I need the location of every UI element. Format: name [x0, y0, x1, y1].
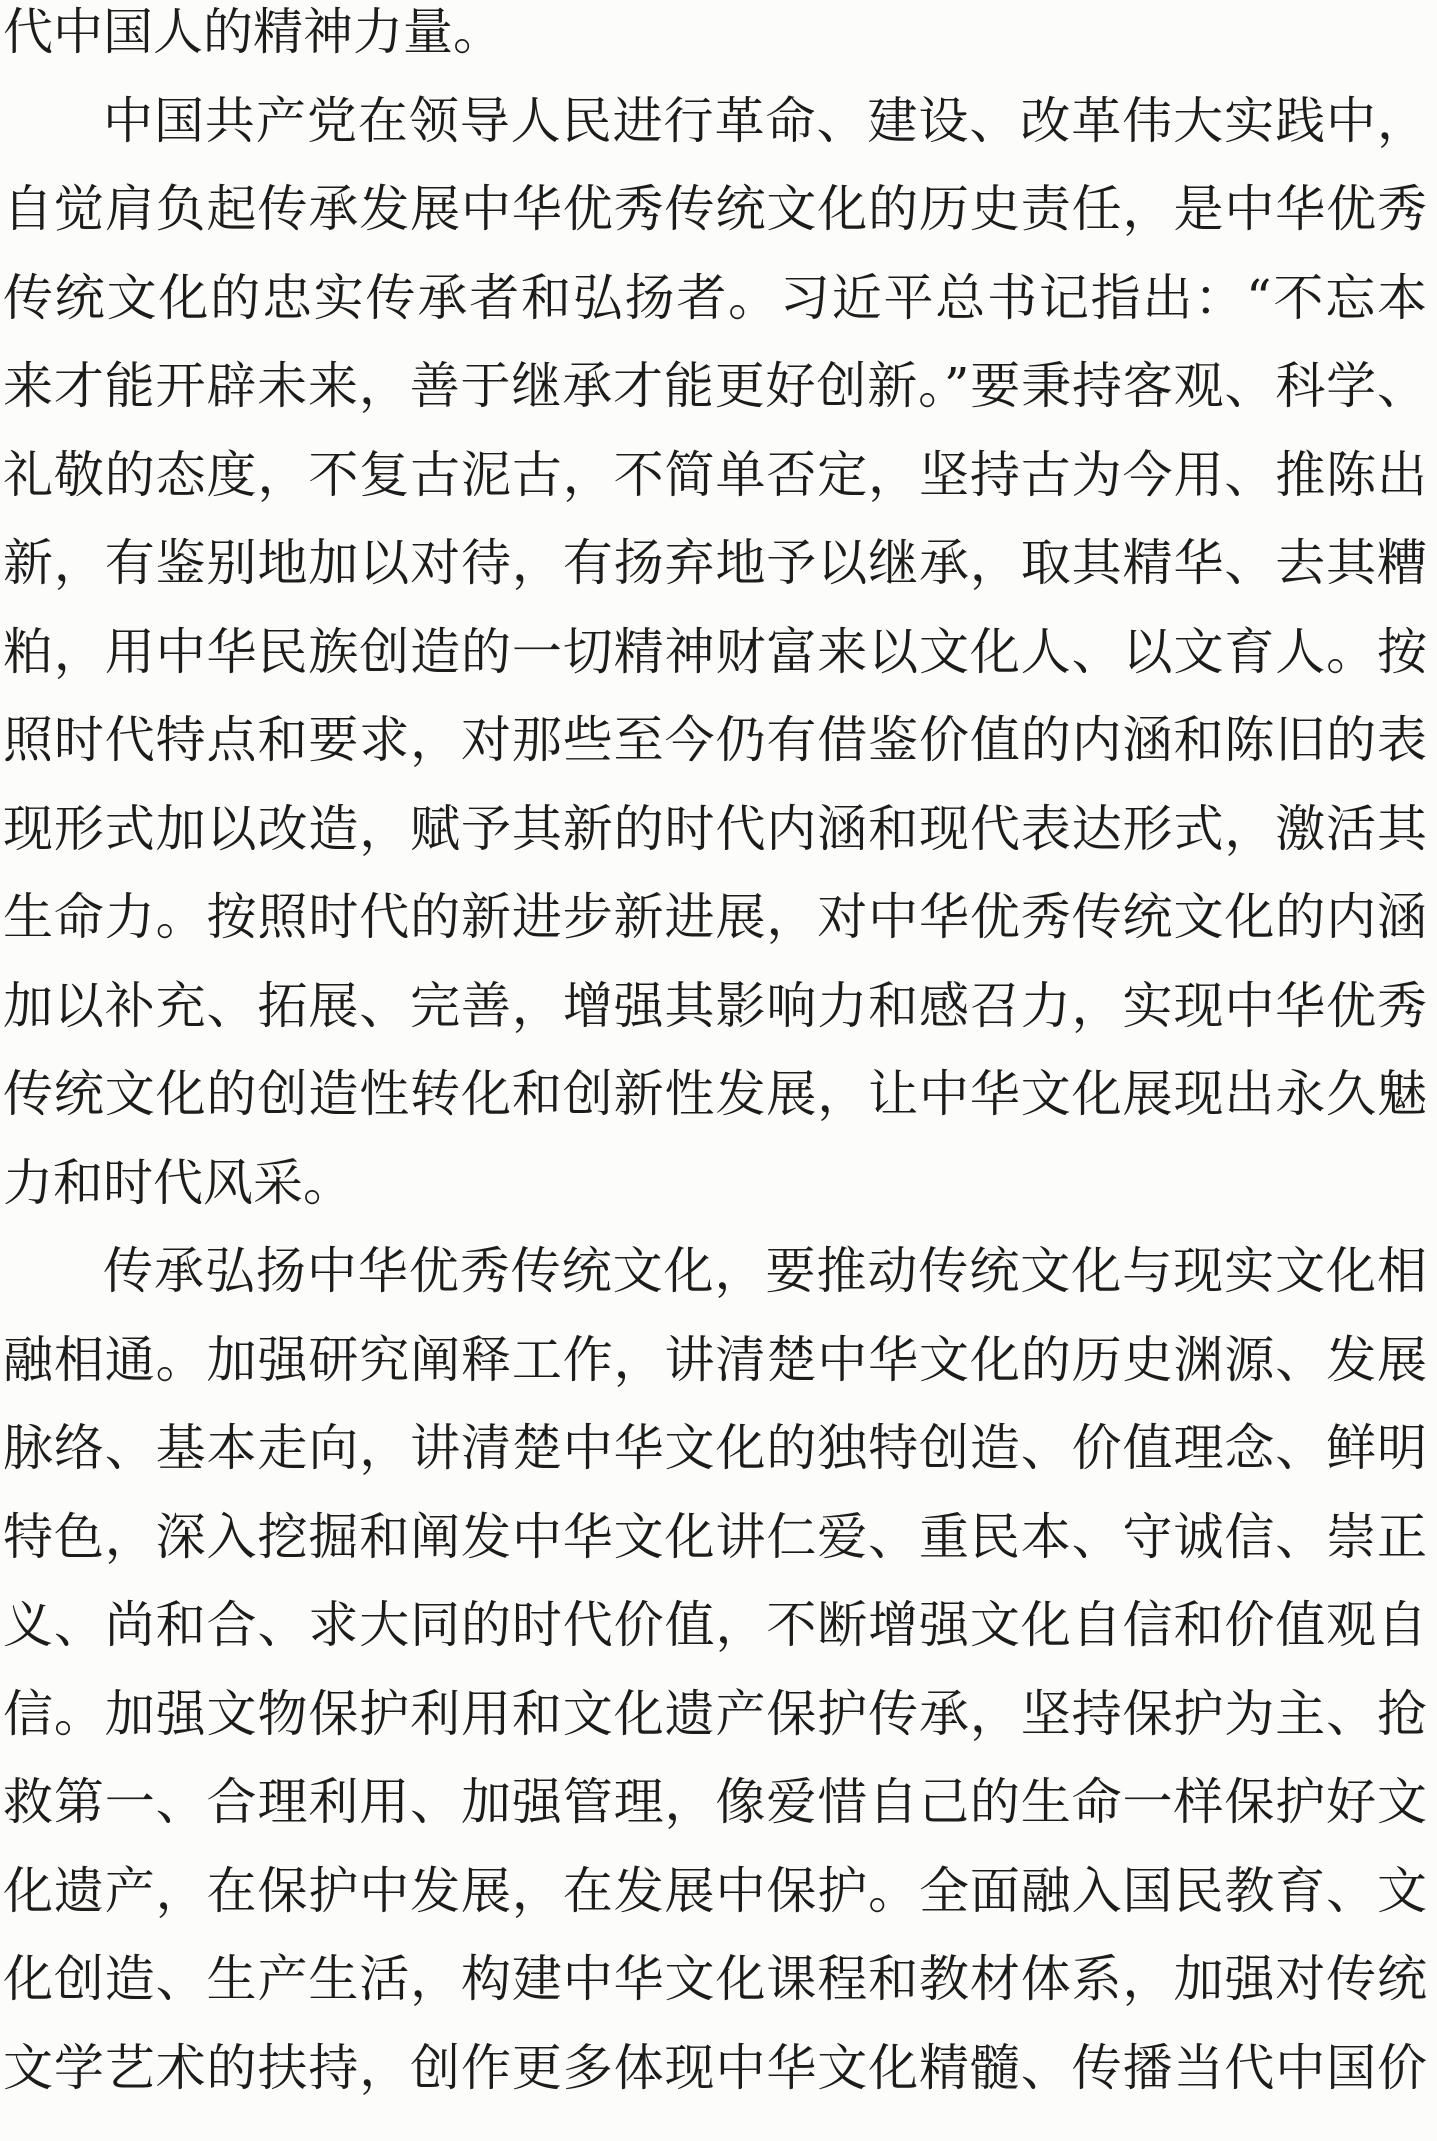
text-line: 传统文化的创造性转化和创新性发展，让中华文化展现出永久魅	[3, 1065, 1427, 1123]
text-line: 新，有鉴别地加以对待，有扬弃地予以继承，取其精华、去其糟	[3, 534, 1427, 592]
text-line: 代中国人的精神力量。	[3, 3, 503, 61]
text-line: 文学艺术的扶持，创作更多体现中华文化精髓、传播当代中国价	[3, 2038, 1427, 2097]
text-line: 化遗产，在保护中发展，在发展中保护。全面融入国民教育、文	[3, 1861, 1427, 1920]
text-line: 现形式加以改造，赋予其新的时代内涵和现代表达形式，激活其	[3, 799, 1427, 858]
paragraph-first-line: 中国共产党在领导人民进行革命、建设、改革伟大实践中，	[103, 91, 1427, 150]
text-line: 特色，深入挖掘和阐发中华文化讲仁爱、重民本、守诚信、崇正	[3, 1507, 1427, 1566]
paragraph-first-line: 传承弘扬中华优秀传统文化，要推动传统文化与现实文化相	[103, 1242, 1427, 1300]
text-line: 信。加强文物保护利用和文化遗产保护传承，坚持保护为主、抢	[3, 1684, 1427, 1743]
text-line: 来才能开辟未来，善于继承才能更好创新。”要秉持客观、科学、	[3, 357, 1427, 415]
text-line: 力和时代风采。	[3, 1153, 353, 1212]
text-line: 传统文化的忠实传承者和弘扬者。习近平总书记指出：“不忘本	[3, 268, 1427, 327]
text-line: 自觉肩负起传承发展中华优秀传统文化的历史责任，是中华优秀	[3, 180, 1427, 238]
text-line: 粕，用中华民族创造的一切精神财富来以文化人、以文育人。按	[3, 622, 1427, 681]
text-line: 加以补充、拓展、完善，增强其影响力和感召力，实现中华优秀	[3, 976, 1427, 1035]
document-body	[3, 0, 1437, 2112]
text-line: 融相通。加强研究阐释工作，讲清楚中华文化的历史渊源、发展	[3, 1330, 1427, 1389]
text-line: 照时代特点和要求，对那些至今仍有借鉴价值的内涵和陈旧的表	[3, 711, 1427, 769]
text-line: 救第一、合理利用、加强管理，像爱惜自己的生命一样保护好文	[3, 1773, 1427, 1831]
text-line: 生命力。按照时代的新进步新进展，对中华优秀传统文化的内涵	[3, 888, 1427, 946]
text-line: 脉络、基本走向，讲清楚中华文化的独特创造、价值理念、鲜明	[3, 1419, 1427, 1477]
text-line: 礼敬的态度，不复古泥古，不简单否定，坚持古为今用、推陈出	[3, 445, 1427, 504]
text-line: 义、尚和合、求大同的时代价值，不断增强文化自信和价值观自	[3, 1596, 1427, 1654]
text-line: 化创造、生产生活，构建中华文化课程和教材体系，加强对传统	[3, 1950, 1427, 2008]
